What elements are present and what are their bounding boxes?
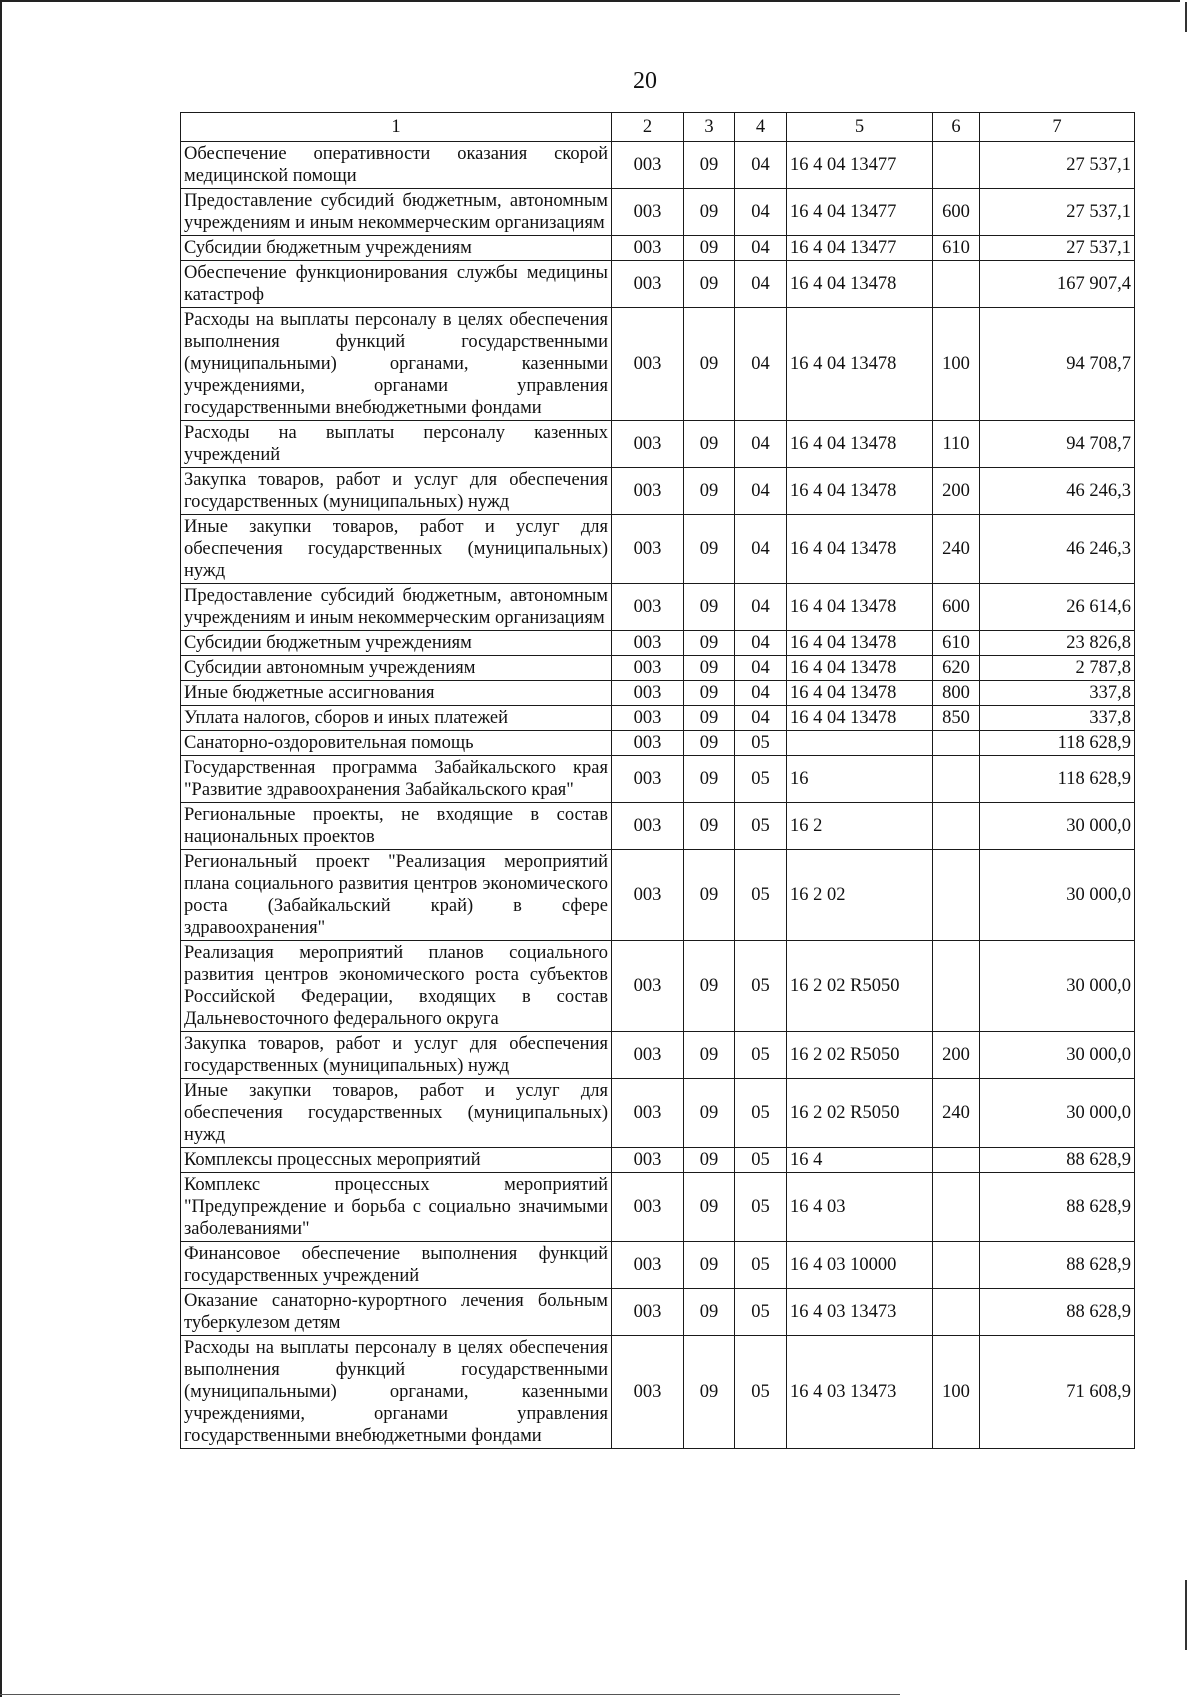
amount-cell: 30 000,0 <box>980 803 1135 850</box>
expense-type-cell: 610 <box>933 631 980 656</box>
section-cell: 09 <box>684 236 735 261</box>
subsection-cell: 04 <box>735 631 787 656</box>
table-row <box>181 756 1135 803</box>
section-cell: 09 <box>684 941 735 1032</box>
admin-code-cell: 003 <box>612 421 684 468</box>
target-article-cell: 16 4 04 13478 <box>787 515 933 584</box>
table-row <box>181 142 1135 189</box>
row-name-cell: Государственная программа Забайкальского края "Развитие здравоохранения Забайкальского края" <box>181 756 612 803</box>
target-article-cell: 16 2 02 R5050 <box>787 1032 933 1079</box>
target-article-cell: 16 4 <box>787 1148 933 1173</box>
expense-type-cell <box>933 1148 980 1173</box>
target-article-cell: 16 4 04 13478 <box>787 584 933 631</box>
admin-code-cell: 003 <box>612 706 684 731</box>
expense-type-cell <box>933 756 980 803</box>
expense-type-cell <box>933 850 980 941</box>
subsection-cell: 05 <box>735 1079 787 1148</box>
column-header: 7 <box>980 113 1135 142</box>
row-name-cell: Предоставление субсидий бюджетным, автономным учреждениям и иным некоммерческим организациям <box>181 189 612 236</box>
row-name-cell: Обеспечение функционирования службы медицины катастроф <box>181 261 612 308</box>
target-article-cell: 16 4 04 13477 <box>787 236 933 261</box>
row-name-cell: Обеспечение оперативности оказания скорой медицинской помощи <box>181 142 612 189</box>
amount-cell: 46 246,3 <box>980 468 1135 515</box>
target-article-cell: 16 4 03 <box>787 1173 933 1242</box>
row-name-cell: Комплексы процессных мероприятий <box>181 1148 612 1173</box>
row-name-cell: Предоставление субсидий бюджетным, автономным учреждениям и иным некоммерческим организациям <box>181 584 612 631</box>
admin-code-cell: 003 <box>612 261 684 308</box>
section-cell: 09 <box>684 468 735 515</box>
admin-code-cell: 003 <box>612 1032 684 1079</box>
subsection-cell: 05 <box>735 1242 787 1289</box>
admin-code-cell: 003 <box>612 515 684 584</box>
subsection-cell: 05 <box>735 1336 787 1449</box>
table-row <box>181 1173 1135 1242</box>
section-cell: 09 <box>684 261 735 308</box>
row-name-cell: Оказание санаторно-курортного лечения больным туберкулезом детям <box>181 1289 612 1336</box>
subsection-cell: 04 <box>735 584 787 631</box>
subsection-cell: 05 <box>735 1173 787 1242</box>
section-cell: 09 <box>684 189 735 236</box>
column-header: 3 <box>684 113 735 142</box>
target-article-cell: 16 <box>787 756 933 803</box>
target-article-cell: 16 4 04 13478 <box>787 421 933 468</box>
expense-type-cell <box>933 261 980 308</box>
subsection-cell: 04 <box>735 681 787 706</box>
admin-code-cell: 003 <box>612 1148 684 1173</box>
target-article-cell: 16 4 04 13478 <box>787 631 933 656</box>
section-cell: 09 <box>684 681 735 706</box>
admin-code-cell: 003 <box>612 236 684 261</box>
amount-cell: 88 628,9 <box>980 1242 1135 1289</box>
row-name-cell: Санаторно-оздоровительная помощь <box>181 731 612 756</box>
table-row <box>181 308 1135 421</box>
table-row <box>181 421 1135 468</box>
column-header: 6 <box>933 113 980 142</box>
row-name-cell: Региональные проекты, не входящие в состав национальных проектов <box>181 803 612 850</box>
row-name-cell: Финансовое обеспечение выполнения функций государственных учреждений <box>181 1242 612 1289</box>
admin-code-cell: 003 <box>612 731 684 756</box>
amount-cell: 71 608,9 <box>980 1336 1135 1449</box>
section-cell: 09 <box>684 1032 735 1079</box>
row-name-cell: Субсидии автономным учреждениям <box>181 656 612 681</box>
admin-code-cell: 003 <box>612 631 684 656</box>
subsection-cell: 05 <box>735 850 787 941</box>
expense-type-cell: 110 <box>933 421 980 468</box>
amount-cell: 88 628,9 <box>980 1148 1135 1173</box>
admin-code-cell: 003 <box>612 656 684 681</box>
amount-cell: 167 907,4 <box>980 261 1135 308</box>
expense-type-cell <box>933 1289 980 1336</box>
admin-code-cell: 003 <box>612 756 684 803</box>
target-article-cell: 16 2 02 R5050 <box>787 941 933 1032</box>
admin-code-cell: 003 <box>612 1242 684 1289</box>
admin-code-cell: 003 <box>612 803 684 850</box>
column-header: 1 <box>181 113 612 142</box>
row-name-cell: Субсидии бюджетным учреждениям <box>181 631 612 656</box>
target-article-cell <box>787 731 933 756</box>
target-article-cell: 16 2 <box>787 803 933 850</box>
expense-type-cell: 620 <box>933 656 980 681</box>
table-header-row <box>181 113 1135 142</box>
table-row <box>181 631 1135 656</box>
amount-cell: 30 000,0 <box>980 1079 1135 1148</box>
scan-edge-mark <box>1185 1580 1187 1650</box>
amount-cell: 337,8 <box>980 706 1135 731</box>
table-row <box>181 941 1135 1032</box>
row-name-cell: Расходы на выплаты персоналу в целях обеспечения выполнения функций государственными (муниципальными) органами, казенными учреждениями, органами управления государственными внебюджетными фондами <box>181 1336 612 1449</box>
target-article-cell: 16 4 04 13478 <box>787 308 933 421</box>
section-cell: 09 <box>684 656 735 681</box>
section-cell: 09 <box>684 731 735 756</box>
amount-cell: 118 628,9 <box>980 756 1135 803</box>
subsection-cell: 04 <box>735 706 787 731</box>
row-name-cell: Иные бюджетные ассигнования <box>181 681 612 706</box>
table-row <box>181 261 1135 308</box>
admin-code-cell: 003 <box>612 468 684 515</box>
table-row <box>181 656 1135 681</box>
table-row <box>181 584 1135 631</box>
table-row <box>181 236 1135 261</box>
section-cell: 09 <box>684 421 735 468</box>
expense-type-cell: 100 <box>933 1336 980 1449</box>
subsection-cell: 04 <box>735 515 787 584</box>
expense-type-cell: 610 <box>933 236 980 261</box>
scan-border-top <box>0 0 1180 2</box>
column-header: 5 <box>787 113 933 142</box>
amount-cell: 337,8 <box>980 681 1135 706</box>
amount-cell: 27 537,1 <box>980 142 1135 189</box>
expense-type-cell: 240 <box>933 1079 980 1148</box>
target-article-cell: 16 4 03 13473 <box>787 1289 933 1336</box>
section-cell: 09 <box>684 1079 735 1148</box>
amount-cell: 94 708,7 <box>980 421 1135 468</box>
table-row <box>181 468 1135 515</box>
table-row <box>181 1032 1135 1079</box>
section-cell: 09 <box>684 1289 735 1336</box>
section-cell: 09 <box>684 1336 735 1449</box>
expense-type-cell: 600 <box>933 189 980 236</box>
subsection-cell: 05 <box>735 756 787 803</box>
subsection-cell: 04 <box>735 468 787 515</box>
admin-code-cell: 003 <box>612 1173 684 1242</box>
target-article-cell: 16 4 04 13478 <box>787 656 933 681</box>
table-row <box>181 706 1135 731</box>
subsection-cell: 04 <box>735 656 787 681</box>
section-cell: 09 <box>684 308 735 421</box>
section-cell: 09 <box>684 142 735 189</box>
admin-code-cell: 003 <box>612 584 684 631</box>
target-article-cell: 16 4 04 13478 <box>787 468 933 515</box>
amount-cell: 88 628,9 <box>980 1289 1135 1336</box>
expense-type-cell: 100 <box>933 308 980 421</box>
amount-cell: 30 000,0 <box>980 941 1135 1032</box>
amount-cell: 27 537,1 <box>980 189 1135 236</box>
subsection-cell: 05 <box>735 1289 787 1336</box>
target-article-cell: 16 4 04 13477 <box>787 142 933 189</box>
admin-code-cell: 003 <box>612 1289 684 1336</box>
row-name-cell: Расходы на выплаты персоналу в целях обеспечения выполнения функций государственными (муниципальными) органами, казенными учреждениями, органами управления государственными внебюджетными фондами <box>181 308 612 421</box>
table-row <box>181 1289 1135 1336</box>
section-cell: 09 <box>684 1173 735 1242</box>
amount-cell: 27 537,1 <box>980 236 1135 261</box>
table-row <box>181 1148 1135 1173</box>
amount-cell: 2 787,8 <box>980 656 1135 681</box>
section-cell: 09 <box>684 1148 735 1173</box>
admin-code-cell: 003 <box>612 941 684 1032</box>
target-article-cell: 16 4 03 13473 <box>787 1336 933 1449</box>
amount-cell: 26 614,6 <box>980 584 1135 631</box>
expense-type-cell <box>933 1242 980 1289</box>
admin-code-cell: 003 <box>612 681 684 706</box>
subsection-cell: 05 <box>735 1032 787 1079</box>
subsection-cell: 05 <box>735 941 787 1032</box>
amount-cell: 94 708,7 <box>980 308 1135 421</box>
section-cell: 09 <box>684 706 735 731</box>
row-name-cell: Иные закупки товаров, работ и услуг для обеспечения государственных (муниципальных) нужд <box>181 515 612 584</box>
target-article-cell: 16 4 04 13478 <box>787 706 933 731</box>
row-name-cell: Иные закупки товаров, работ и услуг для обеспечения государственных (муниципальных) нужд <box>181 1079 612 1148</box>
expense-type-cell: 800 <box>933 681 980 706</box>
amount-cell: 88 628,9 <box>980 1173 1135 1242</box>
row-name-cell: Уплата налогов, сборов и иных платежей <box>181 706 612 731</box>
subsection-cell: 04 <box>735 421 787 468</box>
column-header: 2 <box>612 113 684 142</box>
expense-type-cell <box>933 1173 980 1242</box>
table-row <box>181 1079 1135 1148</box>
section-cell: 09 <box>684 850 735 941</box>
expense-type-cell <box>933 941 980 1032</box>
target-article-cell: 16 4 04 13478 <box>787 261 933 308</box>
subsection-cell: 04 <box>735 142 787 189</box>
subsection-cell: 04 <box>735 261 787 308</box>
admin-code-cell: 003 <box>612 1079 684 1148</box>
amount-cell: 118 628,9 <box>980 731 1135 756</box>
table-row <box>181 850 1135 941</box>
section-cell: 09 <box>684 1242 735 1289</box>
table-row <box>181 189 1135 236</box>
admin-code-cell: 003 <box>612 142 684 189</box>
row-name-cell: Закупка товаров, работ и услуг для обеспечения государственных (муниципальных) нужд <box>181 468 612 515</box>
expense-type-cell <box>933 803 980 850</box>
subsection-cell: 05 <box>735 1148 787 1173</box>
target-article-cell: 16 4 04 13478 <box>787 681 933 706</box>
table-row <box>181 731 1135 756</box>
table-row <box>181 1336 1135 1449</box>
expense-type-cell: 600 <box>933 584 980 631</box>
budget-table <box>180 112 1135 1449</box>
row-name-cell: Реализация мероприятий планов социального развития центров экономического роста субъектов Российской Федерации, входящих в состав Дальневосточного федерального округа <box>181 941 612 1032</box>
row-name-cell: Расходы на выплаты персоналу казенных учреждений <box>181 421 612 468</box>
table-body <box>181 142 1135 1449</box>
table-row <box>181 1242 1135 1289</box>
expense-type-cell: 240 <box>933 515 980 584</box>
section-cell: 09 <box>684 584 735 631</box>
amount-cell: 30 000,0 <box>980 850 1135 941</box>
table-row <box>181 803 1135 850</box>
row-name-cell: Комплекс процессных мероприятий "Предупреждение и борьба с социально значимыми заболеваниями" <box>181 1173 612 1242</box>
expense-type-cell: 200 <box>933 468 980 515</box>
admin-code-cell: 003 <box>612 1336 684 1449</box>
row-name-cell: Закупка товаров, работ и услуг для обеспечения государственных (муниципальных) нужд <box>181 1032 612 1079</box>
section-cell: 09 <box>684 803 735 850</box>
target-article-cell: 16 4 03 10000 <box>787 1242 933 1289</box>
subsection-cell: 04 <box>735 308 787 421</box>
subsection-cell: 04 <box>735 189 787 236</box>
section-cell: 09 <box>684 631 735 656</box>
target-article-cell: 16 4 04 13477 <box>787 189 933 236</box>
section-cell: 09 <box>684 515 735 584</box>
row-name-cell: Субсидии бюджетным учреждениям <box>181 236 612 261</box>
expense-type-cell: 850 <box>933 706 980 731</box>
page-number: 20 <box>633 68 657 94</box>
scan-edge-mark <box>1185 2 1187 32</box>
subsection-cell: 04 <box>735 236 787 261</box>
table-row <box>181 515 1135 584</box>
admin-code-cell: 003 <box>612 308 684 421</box>
subsection-cell: 05 <box>735 803 787 850</box>
amount-cell: 30 000,0 <box>980 1032 1135 1079</box>
expense-type-cell <box>933 142 980 189</box>
section-cell: 09 <box>684 756 735 803</box>
row-name-cell: Региональный проект "Реализация мероприятий плана социального развития центров экономического роста (Забайкальский край) в сфере здравоохранения" <box>181 850 612 941</box>
subsection-cell: 05 <box>735 731 787 756</box>
table-row <box>181 681 1135 706</box>
admin-code-cell: 003 <box>612 850 684 941</box>
amount-cell: 46 246,3 <box>980 515 1135 584</box>
scan-border-bottom <box>0 1694 900 1695</box>
amount-cell: 23 826,8 <box>980 631 1135 656</box>
column-header: 4 <box>735 113 787 142</box>
expense-type-cell: 200 <box>933 1032 980 1079</box>
target-article-cell: 16 2 02 <box>787 850 933 941</box>
admin-code-cell: 003 <box>612 189 684 236</box>
expense-type-cell <box>933 731 980 756</box>
scan-border-left <box>0 0 2 1697</box>
target-article-cell: 16 2 02 R5050 <box>787 1079 933 1148</box>
